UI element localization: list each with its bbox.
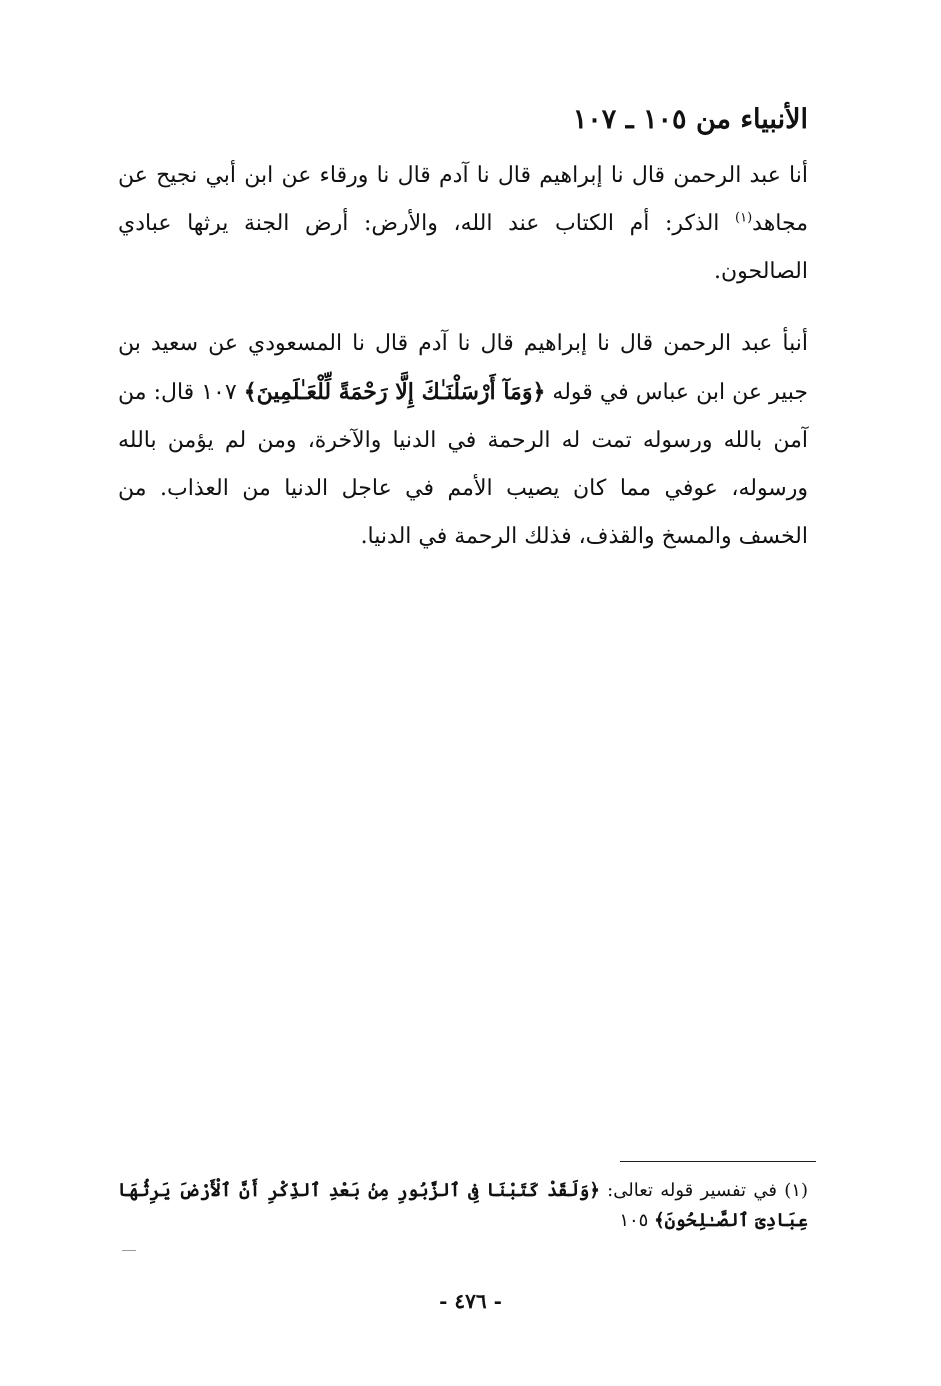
footnote-number: (١)	[784, 1180, 808, 1201]
footnote-reference: (١)	[735, 210, 753, 226]
page-number: - ٤٧٦ -	[439, 1289, 502, 1313]
section-heading: الأنبياء من ١٠٥ ـ ١٠٧	[572, 104, 808, 135]
paragraph-2	[118, 320, 808, 561]
footnote-verse-number: ١٠٥	[619, 1210, 655, 1231]
footnote	[118, 1176, 808, 1236]
margin-mark	[122, 1250, 136, 1251]
paragraph-2-text-end: ١٠٧ قال: من آمن بالله ورسوله تمت له الرحمة في الدنيا والآخرة، ومن لم يؤمن بالله ورسوله، عوفي مما كان يصيب الأمم في عاجل الدنيا من العذاب. من الخسف والمسخ والقذف، فذلك الرحمة في الدنيا.	[118, 380, 808, 549]
paragraph-1-text-start: أنا عبد الرحمن قال نا إبراهيم قال نا آدم قال نا ورقاء عن ابن أبي نجيح عن مجاهد	[118, 163, 808, 236]
footnote-separator	[620, 1161, 816, 1162]
paragraph-2-text-start: أنبأ عبد الرحمن قال نا إبراهيم قال نا آدم قال نا المسعودي عن سعيد بن جبير عن ابن عباس في قوله	[118, 331, 809, 405]
quran-verse: ﴿وَمَآ أَرْسَلْنَـٰكَ إِلَّا رَحْمَةً لِّلْعَـٰلَمِينَ﴾	[243, 379, 546, 405]
footnote-quran-verse: ﴿وَلَقَدْ كَتَبْنَا فِى ٱلزَّبُورِ مِنۢ بَعْدِ ٱلذِّكْرِ أَنَّ ٱلْأَرْضَ يَرِثُهَا عِبَادِىَ ٱلصَّـٰلِحُونَ﴾	[118, 1180, 808, 1231]
paragraph-1-text-end: الذكر: أم الكتاب عند الله، والأرض: أرض الجنة يرثها عبادي الصالحون.	[118, 211, 808, 284]
paragraph-1	[118, 152, 808, 296]
footnote-intro: في تفسير قوله تعالى:	[599, 1180, 785, 1201]
